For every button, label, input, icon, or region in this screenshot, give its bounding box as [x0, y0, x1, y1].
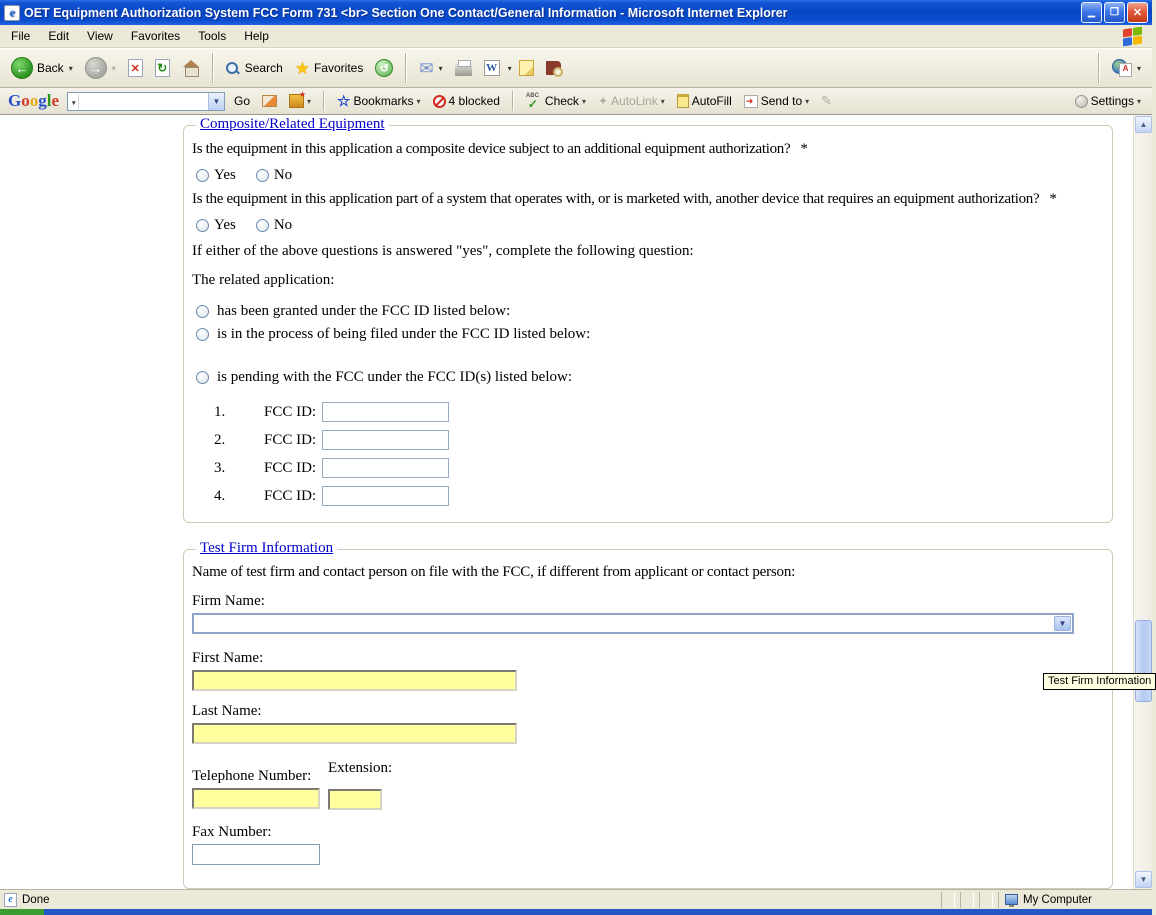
yes-label: Yes: [214, 167, 236, 183]
search-site-button[interactable]: [286, 92, 314, 110]
last-name-label: Last Name:: [192, 703, 262, 719]
autolink-dropdown-icon: ▾: [660, 96, 665, 106]
related-application-intro: The related application:: [192, 272, 335, 288]
edit-with-word-button[interactable]: [479, 57, 505, 79]
test-firm-tooltip: Test Firm Information: [1043, 673, 1156, 690]
back-button[interactable]: [6, 54, 78, 82]
bookmark-star-icon: [337, 94, 350, 109]
blocked-label: 4 blocked: [448, 94, 500, 108]
discuss-note-icon: [519, 60, 534, 76]
telephone-label: Telephone Number:: [192, 768, 312, 784]
google-g-icon[interactable]: [68, 94, 79, 109]
send-to-icon: [744, 95, 758, 108]
settings-label: Settings: [1090, 94, 1134, 108]
my-computer-icon: [1005, 894, 1018, 905]
test-firm-information-section: [183, 540, 1113, 889]
bookmarks-button[interactable]: [334, 92, 424, 111]
stop-button[interactable]: [123, 56, 148, 80]
composite-section-link[interactable]: Composite/Related Equipment: [196, 116, 389, 133]
go-label: Go: [234, 94, 251, 108]
highlighter-pen-icon: [821, 93, 832, 109]
discuss-button[interactable]: [514, 57, 539, 79]
test-firm-section-link[interactable]: Test Firm Information: [196, 540, 337, 557]
required-marker: *: [800, 141, 808, 157]
conditional-note: If either of the above questions is answered "yes", complete the following question:: [192, 243, 694, 259]
popup-blocked-icon: [433, 95, 446, 108]
ie-document-icon: [4, 5, 20, 21]
status-pane: [941, 892, 955, 908]
autofill-pad-icon: [677, 94, 689, 108]
status-pane: [979, 892, 993, 908]
bookmarks-dropdown-icon[interactable]: ▾: [416, 96, 421, 106]
scroll-down-icon[interactable]: ▼: [1135, 871, 1152, 888]
last-name-field[interactable]: [192, 723, 517, 744]
popup-blocker-button[interactable]: [430, 92, 503, 110]
googlebar-separator: [512, 91, 514, 111]
vertical-scrollbar[interactable]: [1133, 115, 1152, 889]
question-1-yes-radio[interactable]: [196, 169, 209, 182]
mail-button[interactable]: [414, 57, 447, 80]
fcc-id-label: FCC ID:: [264, 431, 317, 448]
favorites-star-icon: [295, 60, 310, 77]
pdf-globe-icon: [1112, 59, 1132, 77]
fax-number-field[interactable]: [192, 844, 320, 865]
status-text: Done: [22, 893, 50, 906]
fcc-row-number: 1.: [214, 403, 226, 420]
googlebar-separator: [323, 91, 325, 111]
autofill-label: AutoFill: [691, 94, 732, 108]
fax-number-label: Fax Number:: [192, 824, 272, 840]
home-icon: [182, 60, 200, 76]
fcc-row-number: 3.: [214, 459, 226, 476]
back-icon: [11, 57, 33, 79]
fcc-id-row: [214, 456, 1102, 480]
google-search-dropdown-icon[interactable]: ▼: [208, 93, 224, 110]
start-button-sliver[interactable]: [0, 909, 44, 915]
history-icon: [375, 59, 393, 77]
windows-taskbar-sliver[interactable]: [0, 909, 1152, 915]
test-firm-intro: Name of test firm and contact person on file with the FCC, if different from applicant or contact person:: [192, 564, 796, 580]
google-toolbar: [0, 88, 1152, 115]
menu-favorites[interactable]: Favorites: [130, 29, 181, 43]
close-button[interactable]: [1127, 2, 1148, 23]
word-icon: [484, 60, 500, 76]
send-to-label: Send to: [760, 94, 803, 108]
refresh-button[interactable]: [150, 56, 175, 80]
edit-dropdown-icon[interactable]: ▾: [507, 63, 512, 73]
no-label: No: [273, 217, 293, 233]
granted-radio[interactable]: [196, 305, 209, 318]
forward-dropdown-icon: ▾: [111, 63, 116, 73]
extension-field[interactable]: [328, 789, 382, 810]
firm-name-label: Firm Name:: [192, 593, 265, 609]
convert-to-pdf-button[interactable]: [1107, 56, 1146, 80]
search-news-button[interactable]: [259, 93, 280, 109]
question-1-no-radio[interactable]: [256, 169, 269, 182]
spellcheck-icon: [526, 94, 542, 109]
page-content: [0, 115, 1152, 889]
menu-file[interactable]: File: [11, 29, 31, 43]
extension-label: Extension:: [328, 760, 393, 776]
send-to-dropdown-icon[interactable]: ▾: [805, 96, 810, 106]
fcc-id-label: FCC ID:: [264, 487, 317, 504]
fcc-id-input-2[interactable]: [322, 430, 449, 450]
window-title: OET Equipment Authorization System FCC Form 731 <br> Section One Contact/General Information - Microsoft Internet Explorer: [24, 5, 788, 20]
check-label: Check: [544, 94, 579, 108]
question-2-yes-radio[interactable]: [196, 219, 209, 232]
security-zone-pane: [998, 892, 1148, 908]
search-icon: [226, 62, 239, 75]
fcc-id-row: [214, 400, 1102, 424]
google-search-combo: [67, 92, 225, 111]
back-label: Back: [37, 61, 64, 75]
in-process-label: is in the process of being filed under the FCC ID listed below:: [217, 326, 591, 342]
fcc-row-number: 4.: [214, 487, 226, 504]
question-1-text: Is the equipment in this application a composite device subject to an additional equipment authorization?: [192, 141, 791, 157]
search-site-dropdown-icon[interactable]: ▾: [307, 96, 312, 106]
autolink-wand-icon: [598, 94, 608, 108]
yes-label: Yes: [214, 217, 236, 233]
menu-view[interactable]: View: [87, 29, 113, 43]
pdf-dropdown-icon[interactable]: ▾: [1136, 63, 1141, 73]
composite-question-2: [192, 191, 1102, 208]
research-button[interactable]: [541, 58, 566, 78]
spellcheck-button[interactable]: [523, 92, 589, 111]
question-2-options: [196, 217, 1102, 234]
minimize-button[interactable]: [1081, 2, 1102, 23]
fcc-id-row: [214, 428, 1102, 452]
scroll-up-icon[interactable]: ▲: [1135, 116, 1152, 133]
toolbar-separator: [1098, 53, 1100, 83]
fcc-id-list: [192, 400, 1102, 508]
autofill-button[interactable]: [674, 92, 735, 110]
telephone-field[interactable]: [192, 788, 320, 809]
refresh-icon: [155, 59, 170, 77]
fcc-id-row: [214, 484, 1102, 508]
toolbar-separator: [212, 53, 214, 83]
news-icon: [262, 95, 277, 107]
home-button[interactable]: [177, 57, 205, 79]
restore-button[interactable]: [1104, 2, 1125, 23]
windows-logo-icon: [1123, 26, 1142, 46]
forward-button[interactable]: [80, 54, 121, 82]
fcc-id-input-3[interactable]: [322, 458, 449, 478]
fcc-id-input-4[interactable]: [322, 486, 449, 506]
favorites-label: Favorites: [314, 61, 364, 75]
firm-name-select[interactable]: [192, 613, 1074, 634]
status-pane: [960, 892, 974, 908]
search-button[interactable]: [221, 58, 288, 78]
status-document-icon: [4, 893, 17, 907]
first-name-label: First Name:: [192, 650, 264, 666]
send-to-button[interactable]: [741, 92, 812, 110]
menu-bar: [0, 25, 1152, 48]
autolink-button: [595, 92, 668, 110]
forward-icon: [85, 57, 107, 79]
back-dropdown-icon[interactable]: ▾: [68, 63, 73, 73]
stop-icon: [128, 59, 143, 77]
fcc-id-input-1[interactable]: [322, 402, 449, 422]
pending-radio[interactable]: [196, 371, 209, 384]
menu-edit[interactable]: Edit: [48, 29, 70, 43]
question-1-options: [196, 167, 1102, 184]
related-option-in-process: [196, 326, 1102, 343]
chevron-down-icon[interactable]: ▼: [1054, 616, 1071, 631]
status-bar: [0, 889, 1152, 909]
settings-dropdown-icon[interactable]: ▾: [1136, 96, 1141, 106]
related-option-granted: [196, 303, 1102, 320]
settings-globe-icon: [1075, 95, 1088, 108]
composite-related-equipment-section: [183, 116, 1113, 523]
history-button[interactable]: [370, 56, 398, 80]
highlighter-button: [818, 91, 835, 111]
question-2-text: Is the equipment in this application part of a system that operates with, or is marketed with, another device that requires an equipment authorization?: [192, 191, 1040, 207]
menu-tools[interactable]: Tools: [198, 29, 227, 43]
granted-label: has been granted under the FCC ID listed below:: [217, 303, 511, 319]
toolbar-separator: [405, 53, 407, 83]
mail-icon: [419, 60, 433, 77]
favorites-button[interactable]: [290, 57, 369, 80]
telephone-extension-row: [192, 760, 1102, 810]
google-logo: Google: [8, 91, 60, 110]
search-site-icon: [289, 94, 304, 108]
no-label: No: [273, 167, 293, 183]
required-marker: *: [1049, 191, 1057, 207]
fcc-row-number: 2.: [214, 431, 226, 448]
fcc-id-label: FCC ID:: [264, 459, 317, 476]
pending-label: is pending with the FCC under the FCC ID(s) listed below:: [217, 369, 572, 385]
security-zone-label: My Computer: [1023, 893, 1093, 906]
settings-button[interactable]: [1072, 92, 1144, 110]
mail-dropdown-icon[interactable]: ▾: [438, 63, 443, 73]
print-button[interactable]: [450, 57, 477, 79]
autolink-label: AutoLink: [611, 94, 658, 108]
question-2-no-radio[interactable]: [256, 219, 269, 232]
bookmarks-label: Bookmarks: [353, 94, 414, 108]
related-option-pending: [196, 369, 1102, 386]
fcc-id-label: FCC ID:: [264, 403, 317, 420]
google-search-input[interactable]: [79, 94, 208, 109]
in-process-radio[interactable]: [196, 328, 209, 341]
composite-question-1: [192, 141, 1102, 158]
check-dropdown-icon[interactable]: ▾: [581, 96, 586, 106]
research-icon: [546, 61, 561, 75]
title-bar: [0, 0, 1152, 25]
search-label: Search: [244, 61, 283, 75]
menu-help[interactable]: Help: [244, 29, 269, 43]
google-go-button[interactable]: [231, 92, 253, 110]
standard-toolbar: [0, 48, 1152, 88]
print-icon: [455, 64, 472, 76]
first-name-field[interactable]: [192, 670, 517, 691]
